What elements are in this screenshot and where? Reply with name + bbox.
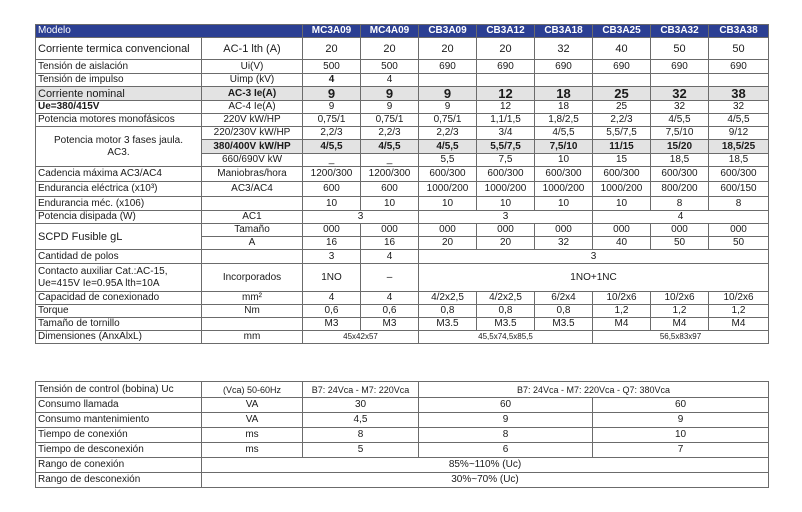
row-sublabel: Ue=380/415V xyxy=(36,101,202,114)
row-label: Tamaño de tornillo xyxy=(36,318,202,331)
row-endurancia-mec xyxy=(36,197,769,211)
cell-empty xyxy=(477,74,535,87)
cell: 9 xyxy=(361,101,419,114)
row-label: Dimensiones (AnxAlxL) xyxy=(36,331,202,344)
spec-table xyxy=(35,24,769,344)
cell: 45x42x57 xyxy=(303,331,419,344)
cell: 9 xyxy=(303,101,361,114)
row-torque xyxy=(36,305,769,318)
row-unit: Tamaño xyxy=(202,224,303,237)
cell: B7: 24Vca - M7: 220Vca - Q7: 380Vca xyxy=(419,382,769,398)
row-unit: Ui(V) xyxy=(202,60,303,74)
cell: 3 xyxy=(303,211,419,224)
row-tension-control xyxy=(36,382,769,398)
row-label: Consumo llamada xyxy=(36,398,202,413)
cell: 20 xyxy=(477,38,535,60)
row-corriente-nominal-ac4 xyxy=(36,101,769,114)
model-header: MC3A09 xyxy=(303,25,361,38)
cell: M3.5 xyxy=(477,318,535,331)
row-tension-aislacion xyxy=(36,60,769,74)
cell: 50 xyxy=(651,38,709,60)
cell: 32 xyxy=(709,101,769,114)
model-header: CB3A32 xyxy=(651,25,709,38)
cell: 4 xyxy=(361,250,419,264)
cell: 4 xyxy=(593,211,769,224)
cell-empty xyxy=(535,74,593,87)
row-tornillo xyxy=(36,318,769,331)
row-unit: ms xyxy=(202,428,303,443)
cell: 000 xyxy=(419,224,477,237)
cell: 40 xyxy=(593,237,651,250)
cell: 1000/200 xyxy=(535,182,593,197)
cell: 600/300 xyxy=(419,167,477,182)
cell: 7,5/10 xyxy=(535,140,593,154)
cell: 18 xyxy=(535,101,593,114)
cell: 1200/300 xyxy=(303,167,361,182)
cell: 4 xyxy=(361,74,419,87)
row-potencia-mono xyxy=(36,114,769,127)
cell: 18,5 xyxy=(709,154,769,167)
row-label: Cantidad de polos xyxy=(36,250,202,264)
cell: 1000/200 xyxy=(477,182,535,197)
row-label: Corriente termica convencional xyxy=(36,38,202,60)
cell: 32 xyxy=(535,38,593,60)
cell: 10/2x6 xyxy=(651,292,709,305)
row-polos xyxy=(36,250,769,264)
cell: 30%~70% (Uc) xyxy=(202,473,769,488)
cell: 4 xyxy=(303,292,361,305)
cell: 4/5,5 xyxy=(709,114,769,127)
row-unit: 220/230V kW/HP xyxy=(202,127,303,140)
row-endurancia-elec xyxy=(36,182,769,197)
cell: 9 xyxy=(303,87,361,101)
cell: 690 xyxy=(535,60,593,74)
row-unit: AC1 xyxy=(202,211,303,224)
model-header: CB3A12 xyxy=(477,25,535,38)
row-consumo-llamada xyxy=(36,398,769,413)
cell: 4/5,5 xyxy=(651,114,709,127)
row-unit: AC-3 Ie(A) xyxy=(202,87,303,101)
row-unit: VA xyxy=(202,413,303,428)
cell: – xyxy=(361,264,419,292)
cell: 50 xyxy=(651,237,709,250)
row-unit: 660/690V kW xyxy=(202,154,303,167)
cell: 9 xyxy=(361,87,419,101)
cell-empty xyxy=(709,74,769,87)
cell: 32 xyxy=(535,237,593,250)
row-tiempo-conexion xyxy=(36,428,769,443)
cell: 0,6 xyxy=(361,305,419,318)
cell: 10 xyxy=(535,154,593,167)
cell: 10/2x6 xyxy=(593,292,651,305)
row-unit: ms xyxy=(202,443,303,458)
cell: 85%~110% (Uc) xyxy=(202,458,769,473)
row-scpd-tamano xyxy=(36,224,769,237)
row-unit: AC-1 lth (A) xyxy=(202,38,303,60)
cell: 8 xyxy=(709,197,769,211)
cell: 6/2x4 xyxy=(535,292,593,305)
cell: 000 xyxy=(535,224,593,237)
row-capacidad xyxy=(36,292,769,305)
cell: 60 xyxy=(419,398,593,413)
cell: _ xyxy=(361,154,419,167)
cell: 9 xyxy=(419,101,477,114)
cell: 12 xyxy=(477,101,535,114)
row-label: Torque xyxy=(36,305,202,318)
cell: 18 xyxy=(535,87,593,101)
row-potencia-disipada xyxy=(36,211,769,224)
cell: 1,2 xyxy=(709,305,769,318)
row-label: SCPD Fusible gL xyxy=(36,224,202,250)
cell: 15 xyxy=(593,154,651,167)
cell: M3.5 xyxy=(419,318,477,331)
cell: 9 xyxy=(419,87,477,101)
cell: 10 xyxy=(535,197,593,211)
cell: 0,75/1 xyxy=(361,114,419,127)
cell: 38 xyxy=(709,87,769,101)
row-unit: Incorporados xyxy=(202,264,303,292)
row-rango-desconexion xyxy=(36,473,769,488)
cell: 7,5/10 xyxy=(651,127,709,140)
cell: 690 xyxy=(651,60,709,74)
row-label: Capacidad de conexionado xyxy=(36,292,202,305)
cell: 3 xyxy=(419,250,769,264)
row-dimensiones xyxy=(36,331,769,344)
cell: 600/300 xyxy=(651,167,709,182)
cell: 600/300 xyxy=(709,167,769,182)
cell: M3 xyxy=(303,318,361,331)
cell: 600 xyxy=(303,182,361,197)
cell: 8 xyxy=(419,428,593,443)
cell: 4 xyxy=(303,74,361,87)
cell-empty xyxy=(419,74,477,87)
cell: 18,5 xyxy=(651,154,709,167)
cell: 000 xyxy=(477,224,535,237)
row-unit: 220V kW/HP xyxy=(202,114,303,127)
cell: 1,2 xyxy=(651,305,709,318)
cell: 0,8 xyxy=(419,305,477,318)
cell: 1200/300 xyxy=(361,167,419,182)
cell: 1NO+1NC xyxy=(419,264,769,292)
cell: 4,5 xyxy=(303,413,419,428)
row-unit: AC-4 Ie(A) xyxy=(202,101,303,114)
row-unit xyxy=(202,318,303,331)
row-unit: A xyxy=(202,237,303,250)
cell: 20 xyxy=(303,38,361,60)
cell: 11/15 xyxy=(593,140,651,154)
cell: 2,2/3 xyxy=(419,127,477,140)
cell: 16 xyxy=(361,237,419,250)
row-contacto xyxy=(36,264,769,292)
cell: 5,5/7,5 xyxy=(593,127,651,140)
cell: _ xyxy=(303,154,361,167)
cell: 25 xyxy=(593,87,651,101)
cell: 32 xyxy=(651,87,709,101)
cell: 5,5 xyxy=(419,154,477,167)
cell: 600/300 xyxy=(477,167,535,182)
control-table xyxy=(35,381,769,488)
cell: 10 xyxy=(593,197,651,211)
cell: 0,8 xyxy=(535,305,593,318)
cell: 10 xyxy=(419,197,477,211)
cell: 690 xyxy=(477,60,535,74)
cell: 30 xyxy=(303,398,419,413)
model-header: CB3A38 xyxy=(709,25,769,38)
row-unit: 380/400V kW/HP xyxy=(202,140,303,154)
cell: 10 xyxy=(477,197,535,211)
row-label: Cadencia máxima AC3/AC4 xyxy=(36,167,202,182)
cell: 1,1/1,5 xyxy=(477,114,535,127)
cell: 7 xyxy=(593,443,769,458)
row-unit: Uimp (kV) xyxy=(202,74,303,87)
cell: 0,75/1 xyxy=(419,114,477,127)
cell: 4/5,5 xyxy=(361,140,419,154)
row-unit: mm² xyxy=(202,292,303,305)
cell: 8 xyxy=(651,197,709,211)
row-consumo-mantenimiento xyxy=(36,413,769,428)
cell: M3 xyxy=(361,318,419,331)
row-cadencia xyxy=(36,167,769,182)
cell: 000 xyxy=(651,224,709,237)
cell: 1000/200 xyxy=(419,182,477,197)
row-tension-impulso xyxy=(36,74,769,87)
row-unit: (Vca) 50-60Hz xyxy=(202,382,303,398)
row-label: Tensión de control (bobina) Uc xyxy=(36,382,202,398)
cell: 20 xyxy=(361,38,419,60)
row-label: Potencia motores monofásicos xyxy=(36,114,202,127)
cell: 800/200 xyxy=(651,182,709,197)
row-label: Tiempo de desconexión xyxy=(36,443,202,458)
cell: 1,2 xyxy=(593,305,651,318)
row-label: Rango de conexión xyxy=(36,458,202,473)
cell: 3/4 xyxy=(477,127,535,140)
row-tiempo-desconexion xyxy=(36,443,769,458)
cell: 25 xyxy=(593,101,651,114)
cell: 690 xyxy=(709,60,769,74)
cell: 12 xyxy=(477,87,535,101)
cell: 32 xyxy=(651,101,709,114)
row-label: Potencia disipada (W) xyxy=(36,211,202,224)
cell: 20 xyxy=(419,38,477,60)
row-rango-conexion xyxy=(36,458,769,473)
cell: 500 xyxy=(303,60,361,74)
cell: 15/20 xyxy=(651,140,709,154)
cell: M4 xyxy=(593,318,651,331)
cell: 0,75/1 xyxy=(303,114,361,127)
row-label: Tensión de impulso xyxy=(36,74,202,87)
cell: 4/5,5 xyxy=(419,140,477,154)
cell: 3 xyxy=(303,250,361,264)
cell: 7,5 xyxy=(477,154,535,167)
cell: 5 xyxy=(303,443,419,458)
cell: 10/2x6 xyxy=(709,292,769,305)
cell: 5,5/7,5 xyxy=(477,140,535,154)
row-unit: AC3/AC4 xyxy=(202,182,303,197)
model-header: MC4A09 xyxy=(361,25,419,38)
cell: 56,5x83x97 xyxy=(593,331,769,344)
row-label: Contacto auxiliar Cat.:AC-15, Ue=415V Ie=0.95A lth=10A xyxy=(36,264,202,292)
cell: 690 xyxy=(593,60,651,74)
cell: 6 xyxy=(419,443,593,458)
cell: 000 xyxy=(361,224,419,237)
cell: 4/5,5 xyxy=(303,140,361,154)
model-header: CB3A18 xyxy=(535,25,593,38)
row-label: Potencia motor 3 fases jaula. AC3. xyxy=(36,127,202,167)
cell: 0,8 xyxy=(477,305,535,318)
cell: 2,2/3 xyxy=(303,127,361,140)
cell: 40 xyxy=(593,38,651,60)
cell: 4/2x2,5 xyxy=(419,292,477,305)
cell: 690 xyxy=(419,60,477,74)
row-corriente-termica xyxy=(36,38,769,60)
cell: 1000/200 xyxy=(593,182,651,197)
cell: 10 xyxy=(303,197,361,211)
row-unit: Nm xyxy=(202,305,303,318)
cell: 000 xyxy=(303,224,361,237)
cell: 9 xyxy=(419,413,593,428)
row-label: Corriente nominal xyxy=(36,87,202,101)
cell: 60 xyxy=(593,398,769,413)
cell: 000 xyxy=(593,224,651,237)
row-unit: mm xyxy=(202,331,303,344)
row-potencia-3f-230 xyxy=(36,127,769,140)
cell: 10 xyxy=(593,428,769,443)
cell: 8 xyxy=(303,428,419,443)
cell: 1,8/2,5 xyxy=(535,114,593,127)
model-header: CB3A25 xyxy=(593,25,651,38)
cell: M3.5 xyxy=(535,318,593,331)
cell: 4/2x2,5 xyxy=(477,292,535,305)
cell: 000 xyxy=(709,224,769,237)
cell: M4 xyxy=(709,318,769,331)
row-unit xyxy=(202,197,303,211)
row-unit: VA xyxy=(202,398,303,413)
model-header: CB3A09 xyxy=(419,25,477,38)
cell: 20 xyxy=(477,237,535,250)
cell-empty xyxy=(651,74,709,87)
cell: 600/300 xyxy=(593,167,651,182)
row-label: Endurancia eléctrica (x10³) xyxy=(36,182,202,197)
cell: 18,5/25 xyxy=(709,140,769,154)
header-row xyxy=(36,25,769,38)
cell: 4/5,5 xyxy=(535,127,593,140)
cell: 50 xyxy=(709,38,769,60)
cell: 0,6 xyxy=(303,305,361,318)
cell: 10 xyxy=(361,197,419,211)
row-label: Rango de desconexión xyxy=(36,473,202,488)
cell: 4 xyxy=(361,292,419,305)
cell: 20 xyxy=(419,237,477,250)
cell: 45,5x74,5x85,5 xyxy=(419,331,593,344)
cell: 600/300 xyxy=(535,167,593,182)
cell: 2,2/3 xyxy=(593,114,651,127)
row-unit: Maniobras/hora xyxy=(202,167,303,182)
row-label: Tiempo de conexión xyxy=(36,428,202,443)
row-label: Endurancia méc. (x106) xyxy=(36,197,202,211)
cell-empty xyxy=(202,250,303,264)
cell: 3 xyxy=(419,211,593,224)
cell: B7: 24Vca - M7: 220Vca xyxy=(303,382,419,398)
cell: 2,2/3 xyxy=(361,127,419,140)
cell: 1NO xyxy=(303,264,361,292)
cell: 16 xyxy=(303,237,361,250)
cell: 9 xyxy=(593,413,769,428)
cell: 600 xyxy=(361,182,419,197)
row-label: Consumo mantenimiento xyxy=(36,413,202,428)
cell: M4 xyxy=(651,318,709,331)
cell: 600/150 xyxy=(709,182,769,197)
row-label: Tensión de aislación xyxy=(36,60,202,74)
cell: 9/12 xyxy=(709,127,769,140)
row-corriente-nominal-ac3 xyxy=(36,87,769,101)
cell: 500 xyxy=(361,60,419,74)
cell-empty xyxy=(593,74,651,87)
header-label: Modelo xyxy=(36,25,303,38)
cell: 50 xyxy=(709,237,769,250)
